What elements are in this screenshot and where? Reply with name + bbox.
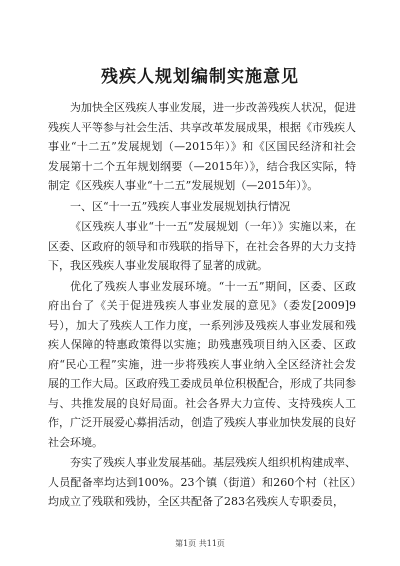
paragraph: 为加快全区残疾人事业发展，进一步改善残疾人状况，促进残疾人平等参与社会生活、共享改革发展成果，根据《市残疾人事业“十二五”发展规划（—2015年）》和《区国民经济和社会发展第十二个五年规划纲要（—2015年）》，结合我区实际，特制定《区残疾人事业“十二五”发展规划（—2015年）》。 <box>48 101 356 192</box>
page-footer: 第1页 共11页 <box>175 539 225 548</box>
paragraph: 优化了残疾人事业发展环境。“十一五”期间，区委、区政府出台了《关于促进残疾人事业发展的意见》（委发[2009]9号），加大了残疾人工作力度，一系列涉及残疾人事业发展和残疾人保障的特惠政策得以实施；助残惠残项目纳入区委、区政府“民心工程”实施，进一步将残疾人事业纳入全区经济社会发展的工作大局。区政府残工委成员单位积极配合，形成了共同参与、共推发展的良好局面。社会各界大力宣传、支持残疾人工作，广泛开展爱心募捐活动，创造了残疾人事业加快发展的良好社会环境。 <box>48 279 356 449</box>
document-title: 残疾人规划编制实施意见 <box>101 67 299 87</box>
paragraph: 夯实了残疾人事业发展基础。基层残疾人组织机构建成率、人员配备率均达到100%。23个镇（街道）和260个村（社区）均成立了残联和残协，全区共配备了283名残疾人专职委员， <box>48 456 356 508</box>
section-heading: 一、区“十一五”残疾人事业发展规划执行情况 <box>70 199 291 213</box>
paragraph: 《区残疾人事业“十一五”发展规划（一年）》实施以来，在区委、区政府的领导和市残联的指导下，在社会各界的大力支持下，我区残疾人事业发展取得了显著的成就。 <box>48 220 356 272</box>
document-body <box>48 98 356 513</box>
